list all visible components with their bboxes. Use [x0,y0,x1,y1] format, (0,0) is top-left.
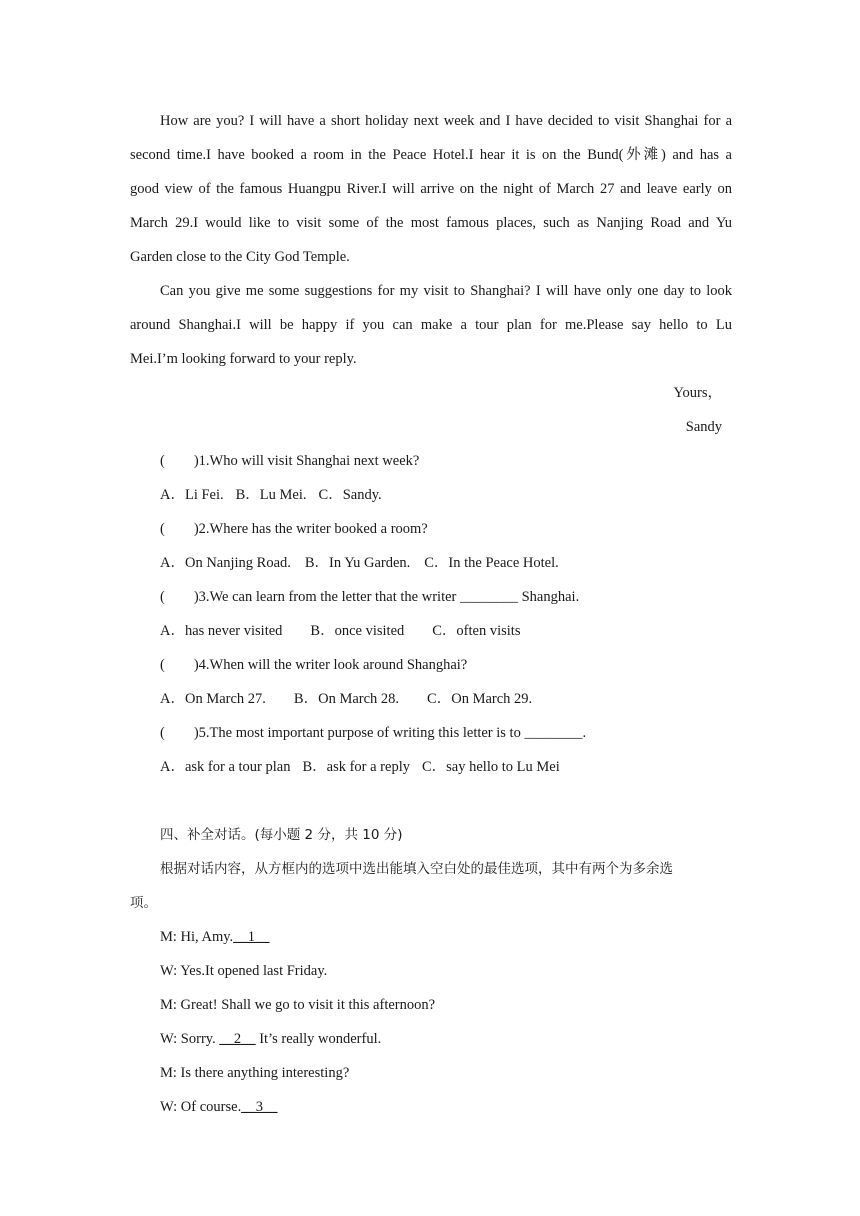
dialogue-blank-1: __1__ [233,929,270,945]
dialogue-line [130,920,732,954]
letter-signature: Sandy [685,419,722,435]
question-options [130,750,732,784]
section-heading: 四、补全对话。(每小题 2 分，共 10 分) [160,827,403,843]
question-stem: ( )3.We can learn from the letter that the writer ________ Shanghai. [160,589,580,605]
question-stem: ( )4.When will the writer look around Shanghai? [160,657,468,673]
section-instruction: 根据对话内容，从方框内的选项中选出能填入空白处的最佳选项，其中有两个为多余选 [160,861,673,877]
dialogue-text: It’s really wonderful. [255,1031,382,1047]
question-options [130,546,732,580]
letter-line: March 29.I would like to visit some of the most famous places, such as Nanjing Road and Yu [130,215,732,231]
dialogue-line [130,954,732,988]
dialogue-text: W: Sorry. [160,1031,220,1047]
option-c: C．Sandy. [318,487,382,503]
letter-line: second time.I have booked a room in the Peace Hotel.I hear it is on the Bund(外滩) and has a [130,147,732,163]
dialogue-blank-3: __3__ [241,1099,278,1115]
option-a: A．ask for a tour plan [160,759,291,775]
dialogue-line [130,1022,732,1056]
option-a: A．On Nanjing Road. [160,555,291,571]
letter-closing: Yours， [673,385,722,401]
letter-line: Mei.I’m looking forward to your reply. [130,351,357,367]
question-options [130,682,732,716]
option-c: C．On March 29. [427,691,533,707]
question-options [130,478,732,512]
option-b: B．ask for a reply [302,759,410,775]
dialogue-line [130,1056,732,1090]
letter-line: good view of the famous Huangpu River.I will arrive on the night of March 27 and leave early on [130,181,732,197]
question-stem: ( )5.The most important purpose of writing this letter is to ________. [160,725,587,741]
option-a: A．On March 27. [160,691,266,707]
letter-line: Can you give me some suggestions for my visit to Shanghai? I will have only one day to look [160,283,732,299]
dialogue-text: M: Great! Shall we go to visit it this afternoon? [160,997,436,1013]
document-page [130,104,732,1124]
option-a: A．Li Fei. [160,487,224,503]
option-b: B．Lu Mei. [235,487,307,503]
option-b: B．once visited [310,623,405,639]
section-instruction: 项。 [130,895,157,911]
letter-line: around Shanghai.I will be happy if you can make a tour plan for me.Please say hello to Lu [130,317,732,333]
dialogue-text: W: Of course. [160,1099,242,1115]
option-a: A．has never visited [160,623,283,639]
letter-line: Garden close to the City God Temple. [130,249,350,265]
option-c: C．In the Peace Hotel. [424,555,559,571]
option-c: C．say hello to Lu Mei [421,759,560,775]
question-stem: ( )2.Where has the writer booked a room? [160,521,428,537]
question-options [130,614,732,648]
dialogue-text: M: Is there anything interesting? [160,1065,350,1081]
option-b: B．On March 28. [293,691,400,707]
section-gap [130,784,732,818]
question-stem: ( )1.Who will visit Shanghai next week? [160,453,420,469]
dialogue-line [130,1090,732,1124]
letter-line: How are you? I will have a short holiday next week and I have decided to visit Shanghai for a [160,113,732,129]
dialogue-line [130,988,732,1022]
option-c: C．often visits [432,623,521,639]
dialogue-text: M: Hi, Amy. [160,929,234,945]
option-b: B．In Yu Garden. [304,555,411,571]
dialogue-text: W: Yes.It opened last Friday. [160,963,328,979]
dialogue-blank-2: __2__ [219,1031,256,1047]
